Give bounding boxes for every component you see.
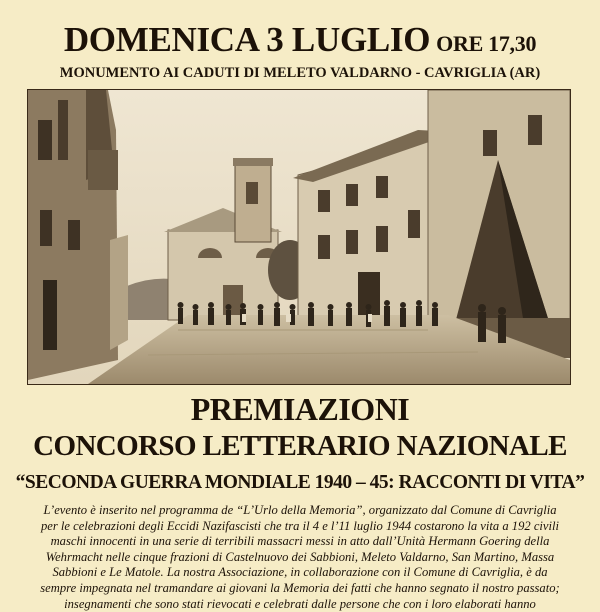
- description-line: insegnamenti che sono stati rievocati e celebrati dalle persone che con i loro elaborati hanno: [64, 596, 536, 611]
- description-line: per le celebrazioni degli Eccidi Nazifascisti che tra il 4 e l’11 luglio 1944 costarono la vita a 192 civili: [40, 518, 560, 533]
- event-location: MONUMENTO AI CADUTI DI MELETO VALDARNO - CAVRIGLIA (AR): [59, 65, 541, 81]
- historic-village-square-photo: [27, 89, 571, 385]
- description-line: sempre impegnata nel tramandare ai giovani la Memoria dei fatti che hanno segnato il nostro passato;: [40, 580, 560, 595]
- theme-title: “SECONDA GUERRA MONDIALE 1940 – 45: RACCONTI DI VITA”: [15, 472, 585, 493]
- description-line: maschi innocenti in una serie di terribili massacri messi in atto dall’Unità Hermann Goering della: [50, 534, 550, 549]
- section-title: PREMIAZIONI: [190, 391, 410, 427]
- event-time: ORE 17,30: [436, 31, 537, 56]
- description-line: Wehrmacht nelle cinque frazioni di Castelnuovo dei Sabbioni, Meleto Valdarno, San Martino, Massa: [45, 549, 555, 564]
- description-line: Sabbioni e Le Matole. La nostra Associazione, in collaborazione con il Comune di Cavriglia, è da: [52, 565, 548, 580]
- photo-illustration: [28, 90, 570, 384]
- event-headline: [0, 20, 600, 60]
- contest-title: CONCORSO LETTERARIO NAZIONALE: [33, 430, 567, 462]
- event-date: DOMENICA 3 LUGLIO: [63, 20, 431, 59]
- description-paragraph: [20, 503, 580, 612]
- description-line: L’evento è inserito nel programma de “L’Urlo della Memoria”, organizzato dal Comune di Cavriglia: [43, 503, 557, 517]
